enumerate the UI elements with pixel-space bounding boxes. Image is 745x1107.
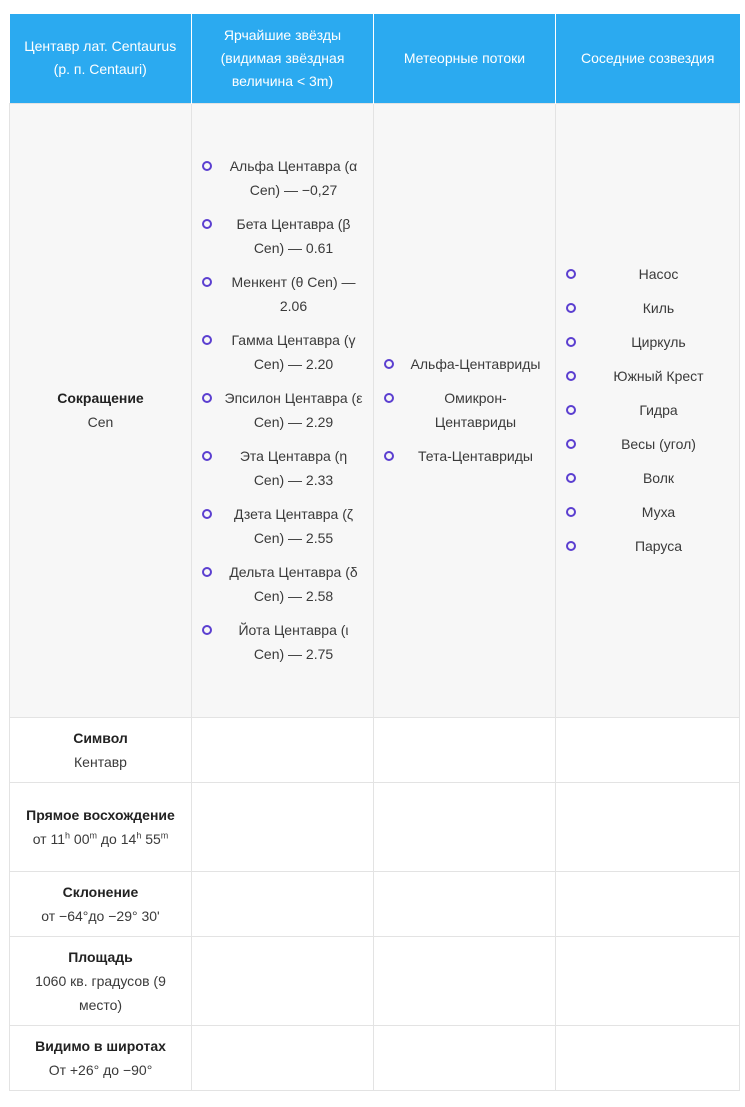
table-row [10,103,740,717]
star-text: Эта Центавра (η Cen) — 2.33 [239,448,348,488]
visibility-label: Видимо в широтах [35,1037,166,1054]
bullet-icon [202,451,212,461]
empty-cell [556,871,740,936]
star-text: Йота Центавра (ι Cen) — 2.75 [238,622,349,662]
empty-cell [374,871,556,936]
symbol-label: Символ [73,729,128,746]
area-value: 1060 кв. градусов (9 место) [35,972,166,1013]
star-text: Гамма Центавра (γ Cen) — 2.20 [231,332,356,372]
empty-cell [374,717,556,782]
list-item [202,386,363,434]
bullet-icon [202,625,212,635]
right-ascension-value: от 11$^h$ 00$^m$ до 14$^h$ 55$^m$ [32,829,169,847]
star-text: Дельта Центавра (δ Cen) — 2.58 [229,564,358,604]
empty-cell [192,871,374,936]
bullet-icon [202,335,212,345]
neighbors-cell [556,103,740,717]
visibility-value: От +26° до −90° [48,1061,153,1078]
bullet-icon [202,509,212,519]
meteors-list [384,352,545,468]
constellation-table [9,14,740,1091]
meteor-text: Тета-Центавриды [418,448,533,464]
bullet-icon [384,451,394,461]
star-text: Менкент (θ Cen) — 2.06 [231,274,356,314]
neighbor-text: Паруса [634,538,683,554]
list-item [566,500,729,524]
right-ascension-cell [10,782,192,871]
bullet-icon [202,567,212,577]
neighbor-text: Муха [641,504,676,520]
table-row [10,1025,740,1090]
bullet-icon [202,277,212,287]
empty-cell [374,1025,556,1090]
header-brightest-stars: Ярчайшие звёзды (видимая звёздная величина < 3m) [192,14,374,103]
neighbor-text: Киль [642,300,675,316]
list-item [202,154,363,202]
list-item [202,444,363,492]
bullet-icon [202,161,212,171]
table-row [10,782,740,871]
bullet-icon [566,507,576,517]
star-text: Бета Центавра (β Cen) — 0.61 [236,216,351,256]
empty-cell [556,1025,740,1090]
area-label: Площадь [68,948,133,965]
list-item [566,398,729,422]
header-meteor-showers: Метеорные потоки [374,14,556,103]
list-item [202,212,363,260]
declination-value: от −64°до −29° 30' [41,907,160,924]
list-item [202,560,363,608]
list-item [566,466,729,490]
table-row [10,717,740,782]
bullet-icon [202,393,212,403]
neighbor-text: Волк [642,470,675,486]
empty-cell [192,1025,374,1090]
list-item [384,352,545,376]
meteor-text: Омикрон-Центавриды [434,390,517,430]
abbreviation-value: Cen [87,414,114,430]
neighbor-text: Гидра [639,402,678,418]
table-row [10,871,740,936]
neighbor-text: Циркуль [631,334,686,350]
abbreviation-cell [10,103,192,717]
list-item [566,330,729,354]
bullet-icon [566,439,576,449]
bullet-icon [566,371,576,381]
neighbor-text: Весы (угол) [621,436,696,452]
star-text: Эпсилон Центавра (ε Cen) — 2.29 [224,390,363,430]
list-item [566,262,729,286]
neighbor-text: Насос [638,266,679,282]
meteor-text: Альфа-Центавриды [410,356,541,372]
list-item [202,618,363,666]
bullet-icon [566,473,576,483]
bullet-icon [566,541,576,551]
neighbor-text: Южный Крест [613,368,704,384]
empty-cell [556,936,740,1025]
neighbors-list [566,262,729,558]
right-ascension-label: Прямое восхождение [26,806,175,823]
stars-list [202,154,363,666]
abbreviation-label: Сокращение [57,390,144,406]
bullet-icon [384,359,394,369]
bullet-icon [566,405,576,415]
star-text: Альфа Центавра (α Cen) — −0,27 [229,158,358,198]
header-neighbor-constellations: Соседние созвездия [556,14,740,103]
empty-cell [192,936,374,1025]
empty-cell [192,782,374,871]
list-item [202,328,363,376]
area-cell [10,936,192,1025]
list-item [384,386,545,434]
empty-cell [556,717,740,782]
empty-cell [374,782,556,871]
list-item [202,502,363,550]
table-row [10,936,740,1025]
header-constellation: Центавр лат. Centaurus (р. п. Centauri) [10,14,192,103]
list-item [384,444,545,468]
visibility-cell [10,1025,192,1090]
list-item [566,534,729,558]
bullet-icon [566,269,576,279]
star-text: Дзета Центавра (ζ Cen) — 2.55 [233,506,354,546]
bullet-icon [566,303,576,313]
header-row [10,14,740,103]
list-item [566,432,729,456]
meteors-cell [374,103,556,717]
list-item [202,270,363,318]
list-item [566,296,729,320]
stars-cell [192,103,374,717]
bullet-icon [384,393,394,403]
list-item [566,364,729,388]
symbol-cell [10,717,192,782]
empty-cell [192,717,374,782]
declination-label: Склонение [62,883,139,900]
empty-cell [556,782,740,871]
empty-cell [374,936,556,1025]
bullet-icon [566,337,576,347]
declination-cell [10,871,192,936]
bullet-icon [202,219,212,229]
symbol-value: Кентавр [74,753,127,770]
